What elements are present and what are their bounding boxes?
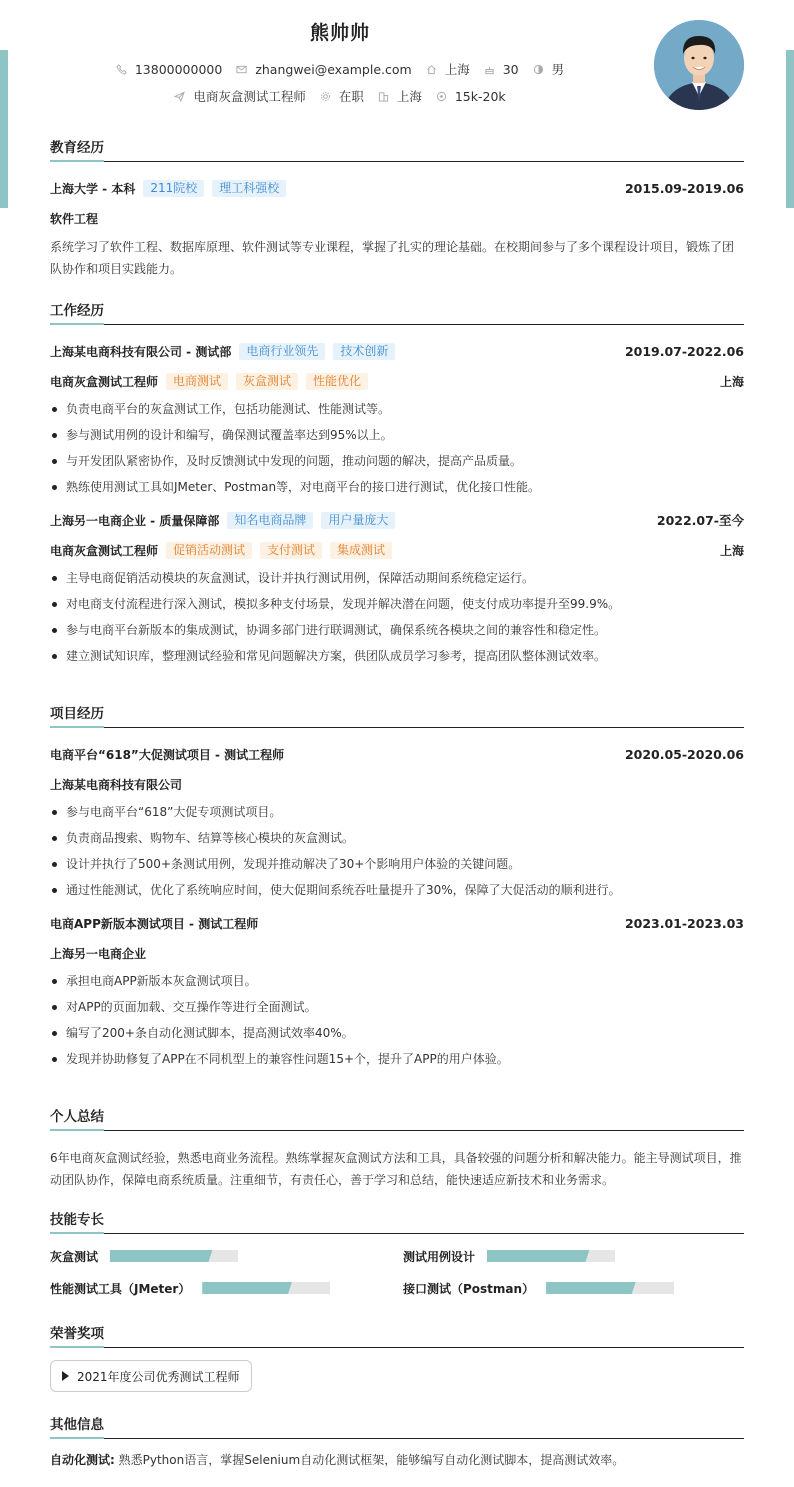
other-section bbox=[50, 1415, 744, 1468]
project-header-row bbox=[50, 744, 744, 764]
list-item: 编写了200+条自动化测试脚本，提高测试效率40%。 bbox=[50, 1020, 744, 1046]
company-name: 上海另一电商企业 - 质量保障部 bbox=[50, 513, 220, 528]
section-title: 工作经历 bbox=[50, 301, 744, 325]
gender-item bbox=[533, 60, 565, 78]
skill-bar-fill bbox=[487, 1250, 589, 1262]
project-bullets bbox=[50, 799, 744, 903]
job-location: 上海 bbox=[719, 374, 744, 389]
email-item bbox=[236, 62, 411, 77]
list-item: 熟练使用测试工具如JMeter、Postman等，对电商平台的接口进行测试，优化接口性能。 bbox=[50, 474, 744, 500]
job-bullets bbox=[50, 396, 744, 500]
project-bullets bbox=[50, 968, 744, 1072]
job-company-row bbox=[50, 341, 744, 361]
role-tag: 电商测试 bbox=[166, 373, 228, 390]
project-name: 电商APP新版本测试项目 - 测试工程师 bbox=[50, 916, 259, 931]
list-item: 通过性能测试，优化了系统响应时间，使大促期间系统吞吐量提升了30%，保障了大促活动的顺利进行。 bbox=[50, 877, 744, 903]
major: 软件工程 bbox=[50, 211, 99, 226]
list-item: 设计并执行了500+条测试用例，发现并推动解决了30+个影响用户体验的关键问题。 bbox=[50, 851, 744, 877]
age-item bbox=[484, 62, 519, 77]
section-title: 教育经历 bbox=[50, 138, 744, 162]
education-date: 2015.09-2019.06 bbox=[624, 180, 744, 196]
phone-icon bbox=[116, 64, 127, 75]
job-date: 2019.07-2022.06 bbox=[624, 343, 744, 359]
skills-section bbox=[50, 1210, 744, 1298]
skill-name: 测试用例设计 bbox=[403, 1249, 476, 1264]
education-desc: 系统学习了软件工程、数据库原理、软件测试等专业课程，掌握了扎实的理论基础。在校期间参与了多个课程设计项目，锻炼了团队协作和项目实践能力。 bbox=[50, 240, 735, 276]
list-item: 参与电商平台“618”大促专项测试项目。 bbox=[50, 799, 744, 825]
home-icon bbox=[426, 64, 437, 75]
other-info bbox=[50, 1451, 744, 1468]
company-tag: 知名电商品牌 bbox=[227, 512, 313, 529]
list-item: 与开发团队紧密协作，及时反馈测试中发现的问题，推动问题的解决，提高产品质量。 bbox=[50, 448, 744, 474]
role-tag: 促销活动测试 bbox=[166, 542, 252, 559]
send-icon bbox=[174, 91, 185, 102]
gear-icon bbox=[320, 91, 331, 102]
skill-bar bbox=[202, 1282, 330, 1294]
list-item: 发现并协助修复了APP在不同机型上的兼容性问题15+个，提升了APP的用户体验。 bbox=[50, 1046, 744, 1072]
awards-section bbox=[50, 1324, 744, 1392]
skill-item bbox=[50, 1278, 403, 1298]
skill-name: 性能测试工具（JMeter） bbox=[50, 1281, 191, 1296]
skill-item bbox=[403, 1246, 744, 1266]
expected-city-item bbox=[378, 87, 422, 105]
school-tag: 理工科强校 bbox=[212, 180, 286, 197]
job-role: 电商灰盒测试工程师 bbox=[50, 543, 159, 558]
play-triangle-icon bbox=[62, 1371, 69, 1381]
phone-text: 13800000000 bbox=[134, 61, 223, 77]
skill-item bbox=[403, 1278, 744, 1298]
project-company: 上海某电商科技有限公司 bbox=[50, 777, 183, 792]
projects-section bbox=[50, 704, 744, 1072]
company-tag: 技术创新 bbox=[333, 343, 395, 360]
major-row bbox=[50, 208, 744, 228]
avatar bbox=[654, 20, 744, 110]
job-row bbox=[0, 87, 680, 105]
project-company-row bbox=[50, 943, 744, 963]
section-title: 技能专长 bbox=[50, 1210, 744, 1234]
project-header-row bbox=[50, 913, 744, 933]
job-role-row bbox=[50, 540, 744, 560]
summary-text: 6年电商灰盒测试经验，熟悉电商业务流程。熟练掌握灰盒测试方法和工具，具备较强的问题分析和解决能力。能主导测试项目，推动团队协作，保障电商系统质量。注重细节，有责任心，善于学习和总结，能快速适应新技术和业务需求。 bbox=[50, 1151, 742, 1187]
job-date: 2022.07-至今 bbox=[656, 513, 744, 528]
school-name: 上海大学 - 本科 bbox=[50, 181, 136, 196]
company-tag: 用户量庞大 bbox=[321, 512, 395, 529]
project-company-row bbox=[50, 774, 744, 794]
role-tag: 性能优化 bbox=[306, 373, 368, 390]
section-title: 项目经历 bbox=[50, 704, 744, 728]
company-name: 上海某电商科技有限公司 - 测试部 bbox=[50, 344, 232, 359]
skill-name: 接口测试（Postman） bbox=[403, 1281, 535, 1296]
salary-text: 15k-20k bbox=[454, 88, 506, 104]
award-item[interactable] bbox=[50, 1360, 252, 1392]
skills-grid bbox=[50, 1246, 744, 1298]
resume-header bbox=[0, 0, 794, 130]
project-date: 2023.01-2023.03 bbox=[624, 915, 744, 931]
skill-bar-fill bbox=[110, 1250, 212, 1262]
section-title: 荣誉奖项 bbox=[50, 1324, 744, 1348]
mail-icon bbox=[236, 64, 247, 75]
city-item bbox=[426, 60, 470, 78]
role-tag: 支付测试 bbox=[260, 542, 322, 559]
role-tag: 集成测试 bbox=[330, 542, 392, 559]
job-company-row bbox=[50, 510, 744, 530]
project-date: 2020.05-2020.06 bbox=[624, 746, 744, 762]
status-text: 在职 bbox=[338, 89, 364, 104]
school-tag: 211院校 bbox=[143, 180, 204, 197]
skill-bar-fill bbox=[202, 1282, 292, 1294]
candidate-name: 熊帅帅 bbox=[309, 22, 370, 44]
email-text: zhangwei@example.com bbox=[255, 61, 412, 77]
project-company: 上海另一电商企业 bbox=[50, 946, 147, 961]
salary-item bbox=[436, 89, 506, 104]
job-bullets bbox=[50, 565, 744, 669]
section-title: 个人总结 bbox=[50, 1107, 744, 1131]
skill-name: 灰盒测试 bbox=[50, 1249, 99, 1264]
list-item: 对电商支付流程进行深入测试，模拟多种支付场景，发现并解决潜在问题，使支付成功率提升至99.9%。 bbox=[50, 591, 744, 617]
education-header-row bbox=[50, 178, 744, 198]
building-icon bbox=[378, 91, 389, 102]
job-title-text: 电商灰盒测试工程师 bbox=[193, 89, 306, 104]
gender-icon bbox=[533, 64, 544, 75]
skill-bar bbox=[546, 1282, 674, 1294]
job-role: 电商灰盒测试工程师 bbox=[50, 374, 159, 389]
job-location: 上海 bbox=[719, 543, 744, 558]
education-section bbox=[50, 138, 744, 280]
other-label: 自动化测试: bbox=[50, 1453, 115, 1467]
status-item bbox=[320, 87, 364, 105]
gender-text: 男 bbox=[551, 62, 565, 77]
other-text: 熟悉Python语言，掌握Selenium自动化测试框架，能够编写自动化测试脚本，提高测试效率。 bbox=[118, 1453, 625, 1467]
section-title: 其他信息 bbox=[50, 1415, 744, 1439]
age-text: 30 bbox=[502, 61, 519, 77]
award-text: 2021年度公司优秀测试工程师 bbox=[77, 1369, 240, 1384]
job-role-row bbox=[50, 371, 744, 391]
job-title-item bbox=[174, 87, 306, 105]
cake-icon bbox=[484, 64, 495, 75]
list-item: 参与测试用例的设计和编写，确保测试覆盖率达到95%以上。 bbox=[50, 422, 744, 448]
skill-bar bbox=[110, 1250, 238, 1262]
list-item: 主导电商促销活动模块的灰盒测试，设计并执行测试用例，保障活动期间系统稳定运行。 bbox=[50, 565, 744, 591]
project-name: 电商平台“618”大促测试项目 - 测试工程师 bbox=[50, 747, 285, 762]
phone-item bbox=[116, 62, 222, 77]
list-item: 建立测试知识库，整理测试经验和常见问题解决方案，供团队成员学习参考，提高团队整体测试效率。 bbox=[50, 643, 744, 669]
role-tag: 灰盒测试 bbox=[236, 373, 298, 390]
skill-bar bbox=[487, 1250, 615, 1262]
list-item: 承担电商APP新版本灰盒测试项目。 bbox=[50, 968, 744, 994]
skill-item bbox=[50, 1246, 403, 1266]
list-item: 负责商品搜索、购物车、结算等核心模块的灰盒测试。 bbox=[50, 825, 744, 851]
city-text: 上海 bbox=[444, 62, 470, 77]
list-item: 参与电商平台新版本的集成测试，协调多部门进行联调测试，确保系统各模块之间的兼容性和稳定性。 bbox=[50, 617, 744, 643]
work-section bbox=[50, 301, 744, 669]
list-item: 负责电商平台的灰盒测试工作，包括功能测试、性能测试等。 bbox=[50, 396, 744, 422]
contact-row bbox=[0, 60, 680, 78]
coin-icon bbox=[436, 91, 447, 102]
list-item: 对APP的页面加载、交互操作等进行全面测试。 bbox=[50, 994, 744, 1020]
summary-section bbox=[50, 1107, 744, 1191]
company-tag: 电商行业领先 bbox=[239, 343, 325, 360]
skill-bar-fill bbox=[546, 1282, 636, 1294]
expected-city-text: 上海 bbox=[396, 89, 422, 104]
